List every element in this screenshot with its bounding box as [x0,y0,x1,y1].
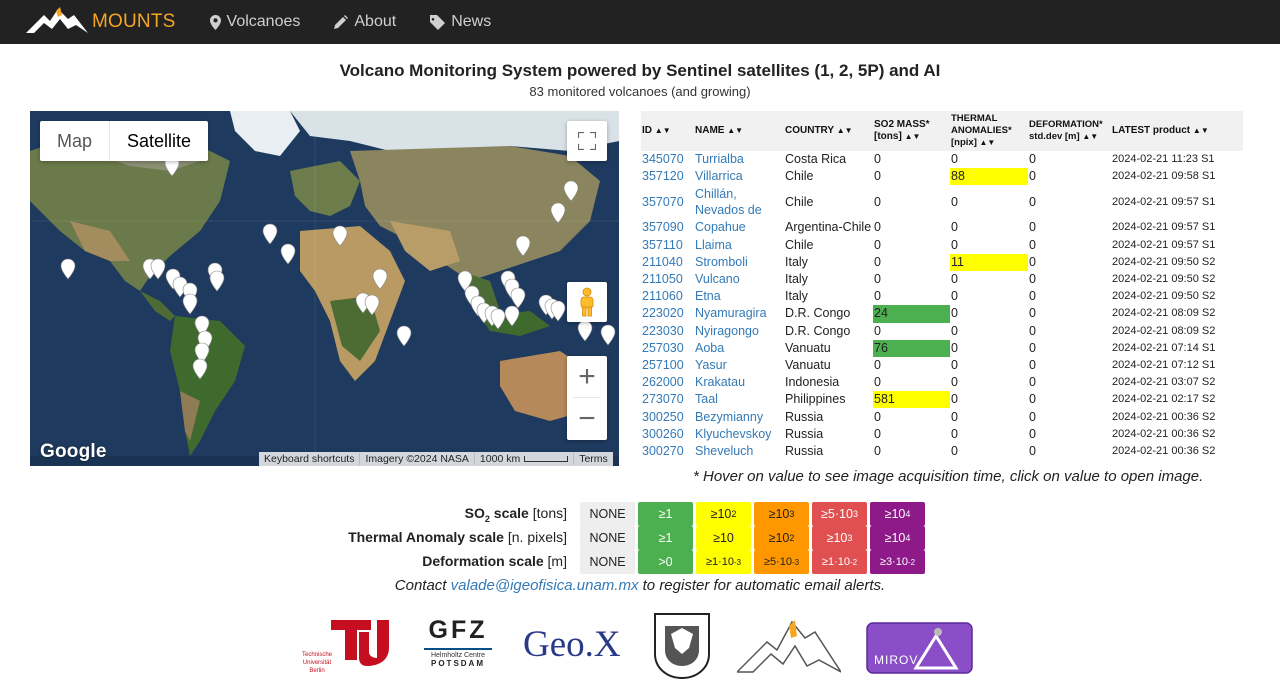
latest-product-cell: 2024-02-21 00:36 S2 [1112,444,1216,457]
thermal-cell[interactable]: 0 [951,375,958,390]
map-attribution [259,452,613,466]
mounts-logo-icon [26,5,88,40]
latest-product-cell: 2024-02-21 09:50 S2 [1112,273,1216,286]
scale-bar-icon [524,456,568,462]
unam-logo[interactable] [651,612,713,680]
thermal-cell[interactable]: 0 [951,340,958,355]
volcano-id-link[interactable]: 211050 [642,272,683,287]
volcano-id-link[interactable]: 211040 [642,254,683,269]
scale-indicator[interactable]: 1000 km [475,453,574,465]
sort-icon: ▲▼ [1192,126,1209,135]
deformation-cell[interactable]: 0 [1029,409,1036,424]
thermal-cell[interactable]: 0 [951,195,958,210]
plus-icon: + [578,360,596,393]
volcano-name-link[interactable]: Chillán, Nevados de [695,187,762,218]
latest-product-cell: 2024-02-21 09:57 S1 [1112,221,1216,234]
table-row [641,408,1243,425]
country-cell: D.R. Congo [785,306,851,321]
country-cell: Chile [785,195,814,210]
so2-cell[interactable]: 0 [874,152,881,167]
country-cell: Chile [785,237,814,252]
so2-cell[interactable]: 0 [874,289,881,304]
brand[interactable] [26,5,176,40]
volcano-name-link[interactable]: Nyiragongo [695,323,759,338]
minus-icon: − [578,402,596,435]
svg-text:Berlin: Berlin [309,668,325,674]
deformation-scale-1: >0 [638,550,693,574]
latest-product-cell: 2024-02-21 09:58 S1 [1112,170,1216,183]
deformation-scale-4: ≥1·10 -2 [812,550,867,574]
country-cell: Costa Rica [785,152,847,167]
latest-product-cell: 2024-02-21 07:14 S1 [1112,341,1216,354]
col-header-id[interactable]: ID ▲▼ [641,111,694,151]
table-row [641,340,1243,357]
volcano-table [641,111,1243,460]
so2-cell[interactable]: 0 [874,237,881,252]
volcano-name-link[interactable]: Turrialba [695,152,744,167]
thermal-scale-3: ≥10 2 [754,526,809,550]
map-marker-icon [210,15,221,30]
deformation-cell[interactable]: 0 [1029,323,1036,338]
col-header-country[interactable]: COUNTRY ▲▼ [784,111,873,151]
latest-product-cell: 2024-02-21 07:12 S1 [1112,358,1216,371]
contact-line: Contact valade@igeofisica.unam.mx to register for automatic email alerts. [394,577,886,594]
table-row [641,185,1243,219]
volcano-map[interactable] [30,111,619,466]
deformation-cell[interactable]: 0 [1029,152,1036,167]
volcano-id-link[interactable]: 357110 [642,237,683,252]
country-cell: Italy [785,289,808,304]
deformation-cell[interactable]: 0 [1029,357,1036,372]
street-view-pegman-button[interactable] [567,282,607,322]
latest-product-cell: 2024-02-21 08:09 S2 [1112,324,1216,337]
map-type-toggle [40,121,208,161]
so2-scale-4: ≥5·10 3 [812,502,867,526]
so2-scale-5: ≥10 4 [870,502,925,526]
volcano-id-link[interactable]: 262000 [642,375,684,390]
mounts-partner-logo[interactable] [737,616,841,674]
deformation-cell[interactable]: 0 [1029,426,1036,441]
latest-product-cell: 2024-02-21 03:07 S2 [1112,376,1216,389]
keyboard-shortcuts-link[interactable]: Keyboard shortcuts [259,453,360,465]
zoom-controls [567,356,607,440]
volcano-name-link[interactable]: Bezymianny [695,409,764,424]
table-row [641,391,1243,408]
so2-cell[interactable]: 76 [873,340,950,357]
thermal-cell[interactable]: 0 [951,409,958,424]
so2-cell[interactable]: 0 [874,409,881,424]
page-title: Volcano Monitoring System powered by Sentinel satellites (1, 2, 5P) and AI [339,61,941,80]
table-header-row [641,111,1243,151]
deformation-scale-none: NONE [580,550,635,574]
thermal-cell[interactable]: 0 [951,152,958,167]
so2-scale-row [0,502,1280,526]
deformation-cell[interactable]: 0 [1029,254,1036,269]
deformation-scale-row [0,550,1280,574]
volcano-name-link[interactable]: Etna [695,289,721,304]
map-type-satellite-button[interactable]: Satellite [109,121,208,161]
deformation-cell[interactable]: 0 [1029,272,1036,287]
mirova-logo[interactable] [866,622,973,674]
deformation-scale-label: Deformation scale [m] [422,553,567,569]
so2-cell[interactable]: 0 [874,195,881,210]
brand-name: MOUNTS [92,11,176,32]
volcano-name-link[interactable]: Llaima [695,237,732,252]
latest-product-cell: 2024-02-21 09:57 S1 [1112,196,1216,209]
so2-cell[interactable]: 0 [874,323,881,338]
latest-product-cell: 2024-02-21 09:57 S1 [1112,238,1216,251]
latest-product-cell: 2024-02-21 00:36 S2 [1112,427,1216,440]
table-row [641,374,1243,391]
thermal-cell[interactable]: 0 [951,306,958,321]
latest-product-cell: 2024-02-21 00:36 S2 [1112,410,1216,423]
pegman-icon [578,287,596,317]
nav-volcanoes[interactable] [210,13,301,31]
deformation-cell[interactable]: 0 [1029,375,1036,390]
so2-cell[interactable]: 0 [874,272,881,287]
table-row [641,271,1243,288]
pencil-icon [334,15,348,29]
navbar [0,0,1280,44]
country-cell: Vanuatu [785,357,831,372]
volcano-id-link[interactable]: 357070 [642,195,684,210]
so2-cell[interactable]: 581 [873,391,950,408]
country-cell: Russia [785,443,824,458]
nav-news[interactable] [430,13,491,31]
country-cell: Russia [785,426,824,441]
volcano-id-link[interactable]: 300250 [642,409,684,424]
svg-text:Universität: Universität [302,660,332,666]
gfz-logo[interactable]: GFZ Helmholtz Centre POTSDAM [418,616,498,678]
country-cell: Russia [785,409,824,424]
so2-scale-label: $SO_2$ scale [tons] [464,505,567,524]
svg-text:MIROV: MIROV [874,653,919,667]
table-row [641,288,1243,305]
volcano-name-link[interactable]: Yasur [695,357,727,372]
deformation-cell[interactable]: 0 [1029,392,1036,407]
thermal-cell[interactable]: 0 [951,392,958,407]
so2-cell[interactable]: 0 [874,443,881,458]
geox-logo[interactable]: Geo.X [523,624,621,665]
country-cell: Chile [785,169,814,184]
so2-cell[interactable]: 0 [874,426,881,441]
country-cell: D.R. Congo [785,323,851,338]
table-row [641,443,1243,460]
thermal-cell[interactable]: 0 [951,289,958,304]
so2-cell[interactable]: 0 [874,254,881,269]
col-header-name[interactable]: NAME ▲▼ [694,111,784,151]
volcano-name-link[interactable]: Villarrica [695,169,743,184]
volcano-id-link[interactable]: 300260 [642,426,684,441]
deformation-cell[interactable]: 0 [1029,237,1036,252]
table-row [641,168,1243,185]
thermal-scale-4: ≥10 3 [812,526,867,550]
country-cell: Italy [785,272,808,287]
so2-scale-3: ≥10 3 [754,502,809,526]
thermal-cell[interactable]: 11 [950,254,1028,271]
terms-link[interactable]: Terms [579,453,608,465]
fullscreen-icon [578,132,596,150]
deformation-cell[interactable]: 0 [1029,220,1036,235]
deformation-scale-3: ≥5·10 -3 [754,550,809,574]
table-row [641,219,1243,236]
thermal-scale-2: ≥10 [696,526,751,550]
volcano-id-link[interactable]: 345070 [642,152,684,167]
table-row [641,357,1243,374]
hover-note: * Hover on value to see image acquisition time, click on value to open image. [693,468,1204,485]
thermal-scale-none: NONE [580,526,635,550]
so2-cell[interactable]: 0 [874,375,881,390]
so2-scale-none: NONE [580,502,635,526]
partner-logos [0,610,1280,690]
col-header-thermal[interactable]: THERMAL ANOMALIES* [npix] ▲▼ [950,111,1028,151]
volcano-name-link[interactable]: Taal [695,392,718,407]
thermal-cell[interactable]: 0 [951,272,958,287]
latest-product-cell: 2024-02-21 08:09 S2 [1112,307,1216,320]
thermal-cell[interactable]: 0 [951,357,958,372]
latest-product-cell: 2024-02-21 09:50 S2 [1112,255,1216,268]
col-header-deformation[interactable]: DEFORMATION* std.dev [m] ▲▼ [1028,111,1111,151]
country-cell: Italy [785,254,808,269]
satellite-imagery [30,111,619,466]
volcano-name-link[interactable]: Copahue [695,220,746,235]
deformation-scale-2: ≥1·10 -3 [696,550,751,574]
nav-about-label: About [354,13,397,30]
volcano-name-link[interactable]: Vulcano [695,272,740,287]
volcano-table-container[interactable] [641,111,1243,466]
thermal-cell[interactable]: 0 [951,323,958,338]
table-row [641,254,1243,271]
deformation-scale-5: ≥3·10 -2 [870,550,925,574]
imagery-credit: Imagery ©2024 NASA [360,453,474,465]
sort-icon: ▲▼ [727,126,744,135]
nav-news-label: News [451,13,492,30]
volcano-id-link[interactable]: 223020 [642,306,684,321]
deformation-cell[interactable]: 0 [1029,195,1036,210]
volcano-id-link[interactable]: 357120 [642,169,684,184]
page-subtitle: 83 monitored volcanoes (and growing) [529,84,751,99]
sort-icon: ▲▼ [1082,132,1099,141]
thermal-scale-1: ≥1 [638,526,693,550]
sort-icon: ▲▼ [654,126,671,135]
so2-cell[interactable]: 24 [873,305,950,322]
volcano-id-link[interactable]: 223030 [642,323,684,338]
col-header-so2[interactable]: SO2 MASS* [tons] ▲▼ [873,111,950,151]
nav-volcanoes-label: Volcanoes [226,13,301,30]
deformation-cell[interactable]: 0 [1029,340,1036,355]
volcano-id-link[interactable]: 357090 [642,220,684,235]
volcano-id-link[interactable]: 211060 [642,289,683,304]
table-row [641,237,1243,254]
latest-product-cell: 2024-02-21 09:50 S2 [1112,290,1216,303]
sort-icon: ▲▼ [836,126,853,135]
volcano-name-link[interactable]: Aoba [695,340,725,355]
country-cell: Argentina-Chile [785,220,872,235]
thermal-scale-5: ≥10 4 [870,526,925,550]
latest-product-cell: 2024-02-21 02:17 S2 [1112,393,1216,406]
thermal-cell[interactable]: 0 [951,426,958,441]
thermal-cell[interactable]: 88 [950,168,1028,185]
so2-cell[interactable]: 0 [874,220,881,235]
volcano-name-link[interactable]: Krakatau [695,375,746,390]
zoom-out-button[interactable] [567,398,607,440]
thermal-scale-row [0,526,1280,550]
thermal-cell[interactable]: 0 [951,220,958,235]
so2-scale-2: ≥10 2 [696,502,751,526]
thermal-cell[interactable]: 0 [951,237,958,252]
table-row [641,305,1243,322]
country-cell: Vanuatu [785,340,831,355]
latest-product-cell: 2024-02-21 11:23 S1 [1112,153,1215,166]
zoom-in-button[interactable] [567,356,607,398]
col-header-latest[interactable]: LATEST product ▲▼ [1111,111,1243,151]
sort-icon: ▲▼ [979,138,996,147]
deformation-cell[interactable]: 0 [1029,169,1036,184]
volcano-name-link[interactable]: Sheveluch [695,443,754,458]
deformation-cell[interactable]: 0 [1029,289,1036,304]
table-row [641,323,1243,340]
fullscreen-button[interactable] [567,121,607,161]
thermal-cell[interactable]: 0 [951,443,958,458]
so2-cell[interactable]: 0 [874,169,881,184]
google-logo: Google [40,441,107,462]
volcano-name-link[interactable]: Nyamuragira [695,306,767,321]
table-row [641,426,1243,443]
tu-berlin-logo[interactable] [297,618,393,678]
volcano-id-link[interactable]: 273070 [642,392,684,407]
nav-about[interactable] [334,13,396,31]
volcano-id-link[interactable]: 257100 [642,357,684,372]
map-type-map-button[interactable]: Map [57,131,93,151]
volcano-id-link[interactable]: 257030 [642,340,684,355]
volcano-name-link[interactable]: Stromboli [695,254,748,269]
sort-icon: ▲▼ [904,132,921,141]
contact-email-link[interactable]: valade@igeofisica.unam.mx [450,577,639,594]
country-cell: Philippines [785,392,846,407]
so2-scale-1: ≥1 [638,502,693,526]
tag-icon [430,15,445,30]
table-row [641,151,1243,168]
volcano-name-link[interactable]: Klyuchevskoy [695,426,772,441]
so2-cell[interactable]: 0 [874,357,881,372]
country-cell: Indonesia [785,375,840,390]
deformation-cell[interactable]: 0 [1029,443,1036,458]
thermal-scale-label: Thermal Anomaly scale [n. pixels] [348,529,567,545]
volcano-id-link[interactable]: 300270 [642,443,684,458]
deformation-cell[interactable]: 0 [1029,306,1036,321]
svg-text:Technische: Technische [301,652,333,658]
